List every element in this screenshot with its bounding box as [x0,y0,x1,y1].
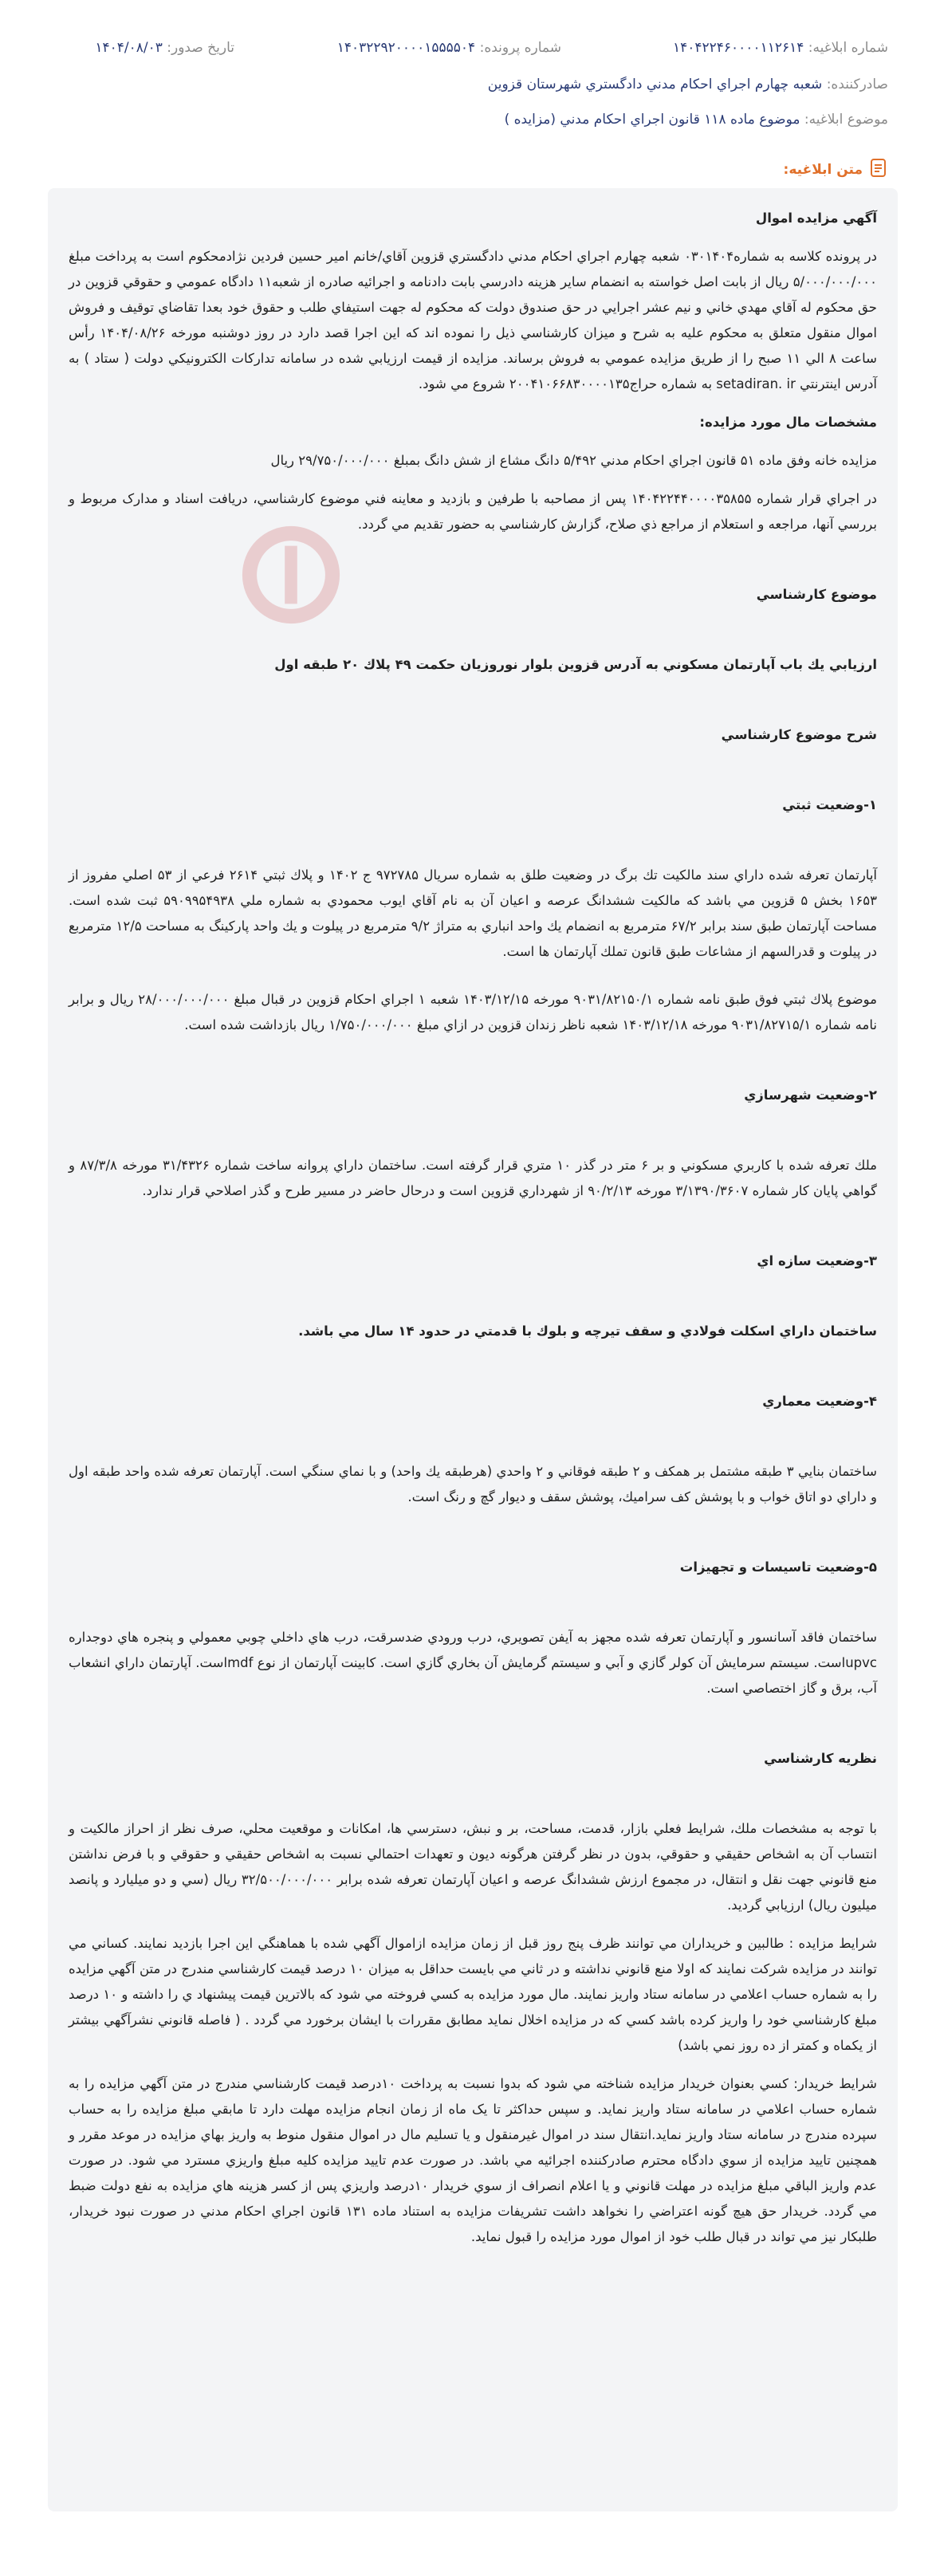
notice-number-label: شماره ابلاغيه: [808,40,888,56]
architecture-heading: ۴-وضعيت معماري [762,1394,877,1409]
intro-paragraph: در پرونده کلاسه به شماره۰۳۰۱۴۰۴ شعبه چهارم اجراي احکام مدني دادگستري قزوين آقاي/خانم امير حسين فردين نژادمحکوم است به پرداخت مبلغ ۵/۰۰۰/۰۰۰/۰۰۰ ريال از بابت اصل خواسته به انضمام ساير هزينه دادرسي بابت دادنامه و اجرائيه صادره از شعبه۱۱ دادگاه عمومي و حقوقي قزوين در حق محکوم له آقاي مهدي خاني و نيم عشر اجرايي در حق صندوق دولت که محکوم له جهت استيفاي طلب و حقوق خود بعدا تقاضاي توقيف و فروش اموال منقول متعلق به محکوم عليه به شرح و ميزان کارشناسي ذيل را نموده اند که اين اجرا قصد دارد در روز دوشنبه مورخه ۱۴۰۴/۰۸/۲۶ رأس ساعت ۸ الي ۱۱ صبح را از طريق مزايده عمومي به فروش برساند. مزايده از قيمت ارزيابي شده در سامانه تدارکات الکترونيکي دولت ( ستاد ) به آدرس اينترنتي setadiran. ir به شماره حراج۲۰۰۴۱۰۶۶۸۳۰۰۰۰۱۳۵ شروع مي شود. [69,249,877,391]
subject-value: موضوع ماده ۱۱۸ قانون اجراي احکام مدني (مزايده ) [504,112,800,128]
urban-heading: ۲-وضعيت شهرسازي [744,1087,877,1103]
buyer-conditions: شرايط خريدار: کسي بعنوان خريدار مزايده شناخته مي شود که بدوا نسبت به پرداخت ۱۰درصد قيمت کارشناسي مندرج در متن آگهي مزايده را به شماره حساب اعلامي در سامانه ستاد واريز نمايد. و سپس حداکثر تا يک ماه از زمان انجام مزايده مهلت دارد تا مابقي مبلغ مزايده را به حساب سپرده مندرج در سامانه ستاد واريز نمايد.انتقال سند در اموال غيرمنقول و يا تسليم مال در اموال منقول منوط به واريز بهاي مزايده در موعد مقرر و همچنين تاييد مزايده از سوي دادگاه محترم صادرکننده اجرائيه مي باشد. در صورت عدم تاييد مزايده کليه مبلغ واريزي مسترد مي شود. در صورت عدم واريز الباقي مبلغ مزايده در مهلت قانوني و يا اعلام انصراف از سوي خريدار ۱۰درصد واريزي پس از کسر هزينه هاي مزايده به نفع دولت ضبط مي گردد. خريدار حق هيچ گونه اعتراضي را نخواهد داشت تشريفات مزايده به استناد ماده ۱۳۱ قانون اجراي احکام مدني در صورت نبود خريدار، طلبکار نيز مي تواند در قبال طلب خود از اموال مورد مزايده را قبول نمايد. [69,2076,878,2244]
subject-label: موضوع ابلاغيه: [804,112,888,128]
notice-text-title: متن ابلاغيه: [783,162,863,178]
issuer-value: شعبه چهارم اجراي احکام مدني دادگستري شهرستان قزوين [487,77,823,92]
installations-heading: ۵-وضعيت تاسيسات و تجهيزات [679,1559,877,1575]
issue-date [95,40,234,56]
case-number-label: شماره پرونده: [479,40,561,56]
opinion-paragraph: با توجه به مشخصات ملك، شرايط فعلي بازار، قدمت، مساحت، بر و نبش، دسترسي ها، امكانات و موقعيت محلي، صرف نظر از احراز مالكيت و انتساب آن به اشخاص حقيقي و حقوقي، بدون در نظر گرفتن هرگونه ديون و تعهدات احتمالي نسبت به اشخاص حقيقي و حقوقي و با فرض نداشتن منع قانوني جهت نقل و انتقال، در مجموع ارزش ششدانگ عرصه و اعيان آپارتمان تعرفه شده برابر ۳۲/۵۰۰/۰۰۰/۰۰۰ ريال (سي و دو ميليارد و پانصد ميليون ريال) ارزيابي گرديد. [69,1821,877,1913]
property-heading: مشخصات مال مورد مزايده: [699,415,877,430]
registry-paragraph-2: موضوع پلاك ثبتي فوق طبق نامه شماره ۹۰۳۱/۸۲۱۵۰/۱ مورخه ۱۴۰۳/۱۲/۱۵ شعبه ۱ اجراي احكام قزوين در قبال مبلغ ۲۸/۰۰۰/۰۰۰/۰۰۰ ريال و برابر نامه شماره ۹۰۳۱/۸۲۷۱۵/۱ مورخه ۱۴۰۳/۱۲/۱۸ شعبه ناظر زندان قزوين در ازاي مبلغ ۱/۷۵۰/۰۰۰/۰۰۰ ريال بازداشت شده است. [69,992,877,1032]
registry-heading: ۱-وضعيت ثبتي [782,797,877,812]
case-number [337,40,561,56]
notice-text-header [784,158,888,182]
document-icon [869,158,888,182]
notice-meta-row [0,40,936,69]
expert-subject-heading: موضوع کارشناسي [756,587,877,602]
issue-date-label: تاريخ صدور: [167,40,234,56]
document-title: آگهي مزايده اموال [755,210,877,226]
notice-document [48,188,898,2250]
property-line: مزايده خانه وفق ماده ۵۱ قانون اجراي احکام مدني ۵/۴۹۲ دانگ مشاع از شش دانگ بمبلغ ۲۹/۷۵۰/۰۰۰/۰۰۰ ريال [270,453,877,468]
case-number-value: ۱۴۰۳۲۲۹۲۰۰۰۰۱۵۵۵۵۰۴ [336,40,476,56]
expert-description-heading: شرح موضوع کارشناسي [721,727,877,742]
issue-date-value: ۱۴۰۴/۰۸/۰۳ [95,40,163,56]
issuer-line [488,77,888,92]
opinion-heading: نظريه كارشناسي [764,1751,877,1766]
property-detail: در اجراي قرار شماره ۱۴۰۴۲۲۴۴۰۰۰۰۳۵۸۵۵ پس از مصاحبه با طرفين و بازديد و معاينه فني موضوع کارشناسي، دريافت اسناد و مدارک مربوط و بررسي آنها، مراجعه و استعلام از مراجع ذي صلاح، گزارش کارشناسي به حضور تقديم مي گردد. [69,491,878,532]
structure-paragraph: ساختمان داراي اسكلت فولادي و سقف تيرچه و بلوك با قدمتي در حدود ۱۴ سال مي باشد. [298,1323,877,1339]
urban-paragraph: ملك تعرفه شده با كاربري مسكوني و بر ۶ متر در گذر ۱۰ متري قرار گرفته است. ساختمان داراي پروانه ساخت شماره ۳۱/۴۳۲۶ مورخه ۸۷/۳/۸ و گواهي پايان كار شماره ۳/۱۳۹۰/۳۶۰۷ مورخه ۹۰/۲/۱۳ از شهرداري قزوين است و درحال حاضر در مسير طرح و گذر اصلاحي قرار ندارد. [69,1158,877,1198]
expert-subject-text: ارزيابي يك باب آپارتمان مسكوني به آدرس قزوين بلوار نوروزيان حکمت ۴۹ پلاك ۲۰ طبقه اول [274,657,877,672]
notice-number [673,40,888,56]
notice-body-panel [48,188,898,2511]
issuer-label: صادرکننده: [826,77,888,92]
auction-conditions: شرايط مزايده : طالبين و خريداران مي توانند ظرف پنج روز قبل از زمان مزايده ازاموال آگهي شده با هماهنگي اين اجرا بازديد نمايند. کساني مي توانند در مزايده شرکت نمايند که اولا منع قانوني نداشته و در ثاني مي بايست حداقل به ميزان ۱۰ درصد قيمت کارشناسي مندرج در متن آگهي مزايده را به شماره حساب اعلامي در سامانه ستاد واريز نمايند. مال مورد مزايده به کسي فروخته مي شود که بالاترين قيمت پيشنهاد ي را داشته و ۱۰ درصد مبلغ کارشناسي خود را واريز کرده باشد کسي که در مزايده اخلال نمايد مطابق مقررات با ايشان برخورد مي گردد . ( فاصله قانوني نشرآگهي بيشتر از يکماه و کمتر از ده روز نمي باشد) [69,1936,877,2053]
architecture-paragraph: ساختمان بنايي ۳ طبقه مشتمل بر همكف و ۲ طبقه فوقاني و ۲ واحدي (هرطبقه يك واحد) و با نماي سنگي است. آپارتمان تعرفه شده واحد طبقه اول و داراي دو اتاق خواب و با پوشش كف سراميك، پوشش سقف و ديوار گچ و رنگ است. [69,1464,877,1504]
notice-number-value: ۱۴۰۴۲۲۴۶۰۰۰۰۱۱۲۶۱۴ [673,40,804,56]
structure-heading: ۳-وضعيت سازه اي [757,1253,877,1268]
registry-paragraph-1: آپارتمان تعرفه شده داراي سند مالکيت تك برگ در وضعيت طلق به شماره سريال ۹۷۲۷۸۵ ج ۱۴۰۲ و پلاك ثبتي ۲۶۱۴ فرعي از ۵۳ اصلي مفروز از ۱۶۵۳ بخش ۵ قزوين مي باشد كه مالكيت ششدانگ عرصه و اعيان آن به نام آقاي ايوب محمودي به شماره ملي ۵۹۰۹۹۵۴۹۳۸ ثبت شده است. مساحت آپارتمان طبق سند برابر ۶۷/۲ مترمربع به انضمام يك واحد انباري به متراژ ۹/۲ مترمربع در پيلوت و يك واحد پاركينگ به مساحت ۱۲/۵ مترمربع در پيلوت و قدرالسهم از مشاعات طبق قانون تملك آپارتمان ها است. [69,867,878,959]
installations-paragraph: ساختمان فاقد آسانسور و آپارتمان تعرفه شده مجهز به آيفن تصويري، درب ورودي ضدسرقت، درب هاي داخلي چوبي معمولي و پنجره هاي دوجداره upvcاست. سيستم سرمايش آن كولر گازي و آبي و سيستم گرمايش آن بخاري گازي است. كابينت آپارتمان از نوع mdfاست. آپارتمان داراي انشعاب آب، برق و گاز اختصاصي است. [69,1630,877,1696]
subject-line [505,112,888,128]
